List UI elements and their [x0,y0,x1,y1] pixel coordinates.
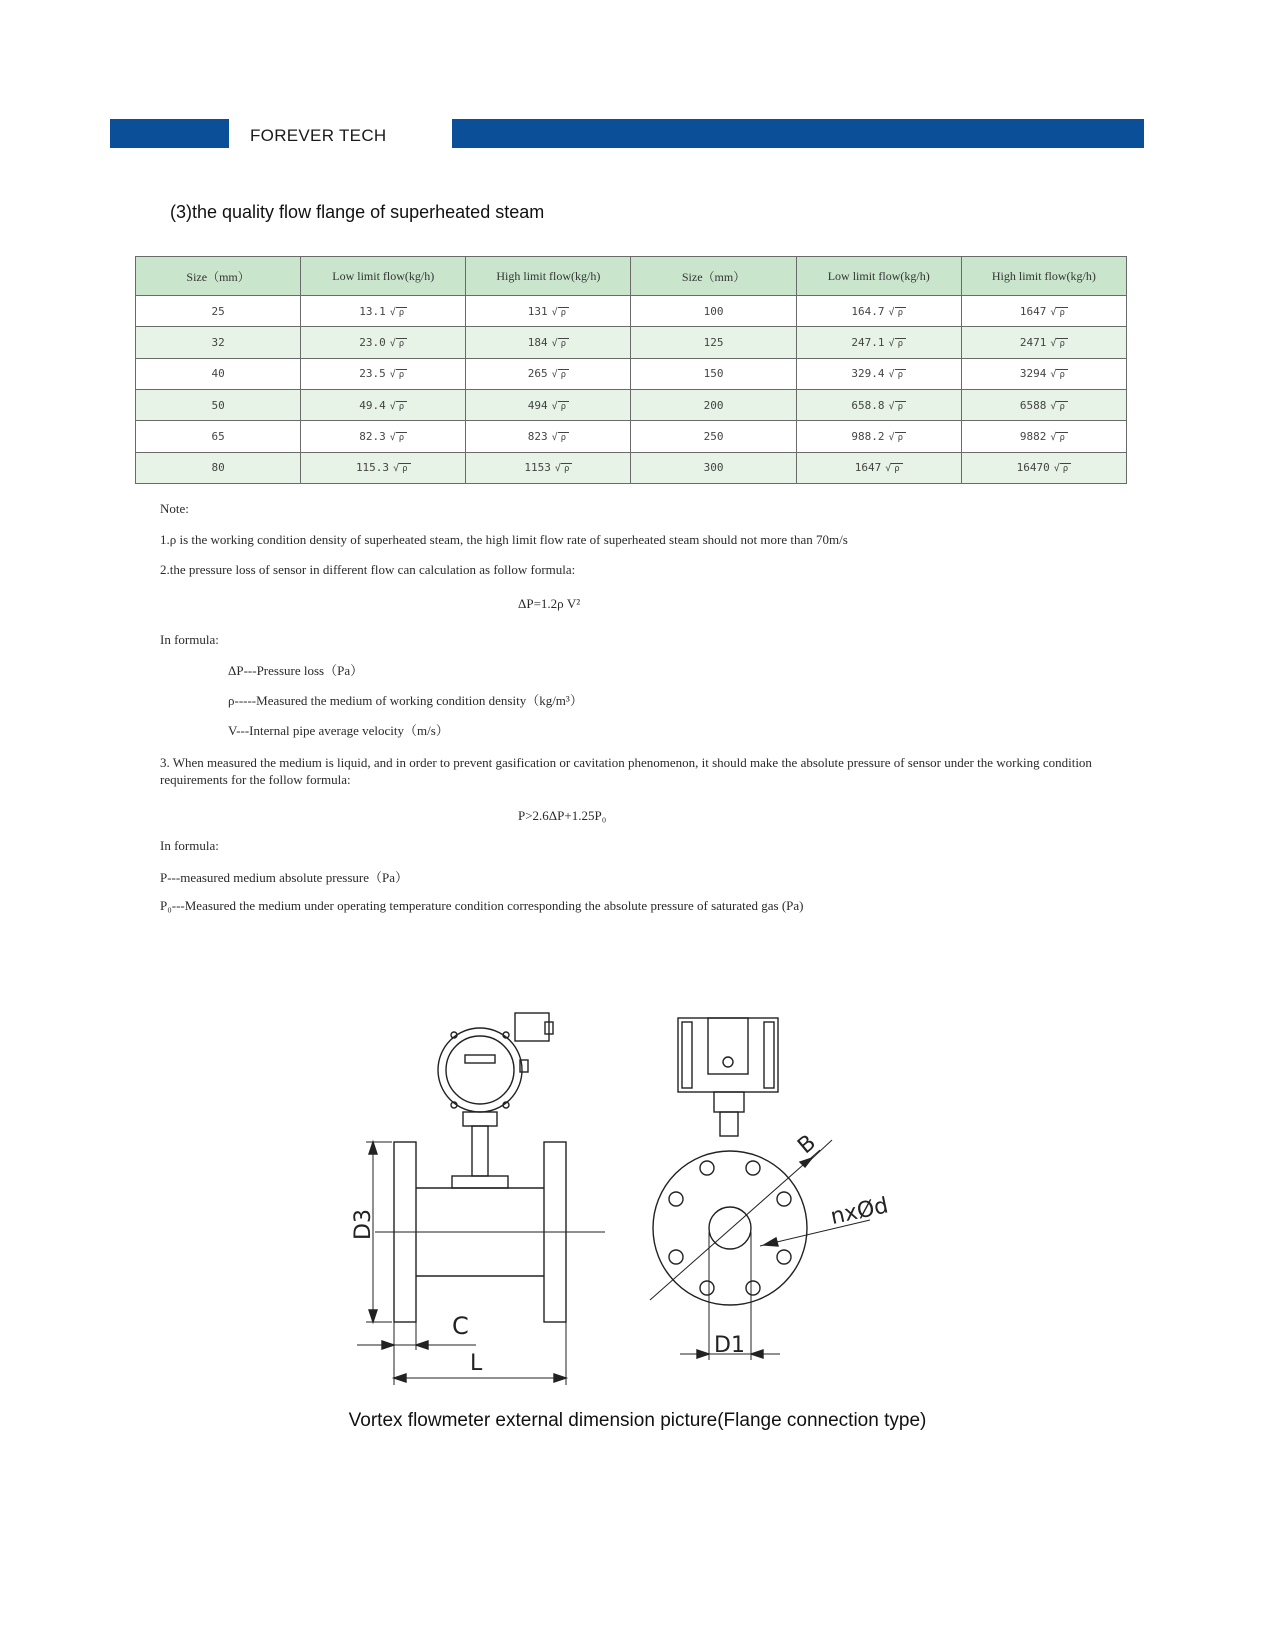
sqrt-argument: ρ [895,432,906,443]
sqrt-argument: ρ [895,401,906,412]
table-cell-high1 [466,452,631,483]
table-cell-low2 [796,452,961,483]
cell-value: 1153 [524,461,551,475]
definition-p: P---measured medium absolute pressure（Pa） [160,870,409,885]
header-low-limit-2: Low limit flow(kg/h) [796,257,961,296]
formula-pressure-loss: ΔP=1.2ρ V² [518,596,581,611]
sqrt-sign: √ [888,306,895,318]
sqrt-argument: ρ [396,307,407,318]
brand-name: FOREVER TECH [250,126,387,145]
cell-value: 32 [211,335,225,349]
label-d1: D1 [714,1333,745,1358]
sqrt-sign: √ [1050,337,1057,349]
sqrt-rho-symbol [889,432,906,443]
sqrt-argument: ρ [558,338,569,349]
sqrt-argument: ρ [558,307,569,318]
cell-value: 1647 [854,461,882,475]
sqrt-rho-symbol [1054,463,1071,474]
sqrt-rho-symbol [889,307,906,318]
sqrt-sign: √ [551,369,558,381]
sqrt-rho-symbol [552,432,569,443]
table-cell-low1 [301,327,466,358]
sqrt-rho-symbol [1050,338,1067,349]
sqrt-sign: √ [551,400,558,412]
sqrt-sign: √ [389,369,396,381]
table-cell-low1 [301,358,466,389]
table-row [136,327,1127,358]
sqrt-argument: ρ [895,307,906,318]
cell-value: 3294 [1019,367,1047,381]
cell-value: 265 [527,367,548,381]
cell-value: 494 [527,398,548,412]
sqrt-argument: ρ [891,463,902,474]
table-cell-size2 [631,296,796,327]
cell-value: 25 [211,304,225,318]
sqrt-rho-symbol [889,369,906,380]
definition-p0: P₀---Measured the medium under operating temperature condition corresponding the absolute pressure of saturated gas (Pa) [160,898,804,913]
sqrt-argument: ρ [1056,432,1067,443]
cell-value: 150 [703,367,724,381]
sqrt-rho-symbol [390,401,407,412]
figure-caption: Vortex flowmeter external dimension picture(Flange connection type) [348,1410,927,1431]
cell-value: 823 [527,429,548,443]
sqrt-rho-symbol [889,401,906,412]
sqrt-sign: √ [551,337,558,349]
table-row [136,389,1127,420]
sqrt-argument: ρ [558,432,569,443]
sqrt-sign: √ [551,431,558,443]
note-heading: Note: [160,501,189,516]
sqrt-rho-symbol [1050,432,1067,443]
sqrt-rho-symbol [555,463,572,474]
cell-value: 329.4 [851,367,885,381]
sqrt-sign: √ [1050,400,1057,412]
cell-value: 82.3 [359,429,386,443]
sqrt-argument: ρ [558,401,569,412]
header-low-limit-1: Low limit flow(kg/h) [301,257,466,296]
sqrt-rho-symbol [393,463,410,474]
sqrt-rho-symbol [552,369,569,380]
sqrt-rho-symbol [390,432,407,443]
table-row [136,421,1127,452]
sqrt-rho-symbol [889,338,906,349]
cell-value: 1647 [1019,304,1047,318]
sqrt-sign: √ [393,463,400,475]
header-band-right [452,119,1144,148]
sqrt-argument: ρ [1056,307,1067,318]
sqrt-sign: √ [1050,369,1057,381]
cell-value: 16470 [1016,461,1050,475]
sqrt-sign: √ [551,306,558,318]
sqrt-rho-symbol [885,463,902,474]
sqrt-rho-symbol [552,401,569,412]
table-cell-low1 [301,452,466,483]
table-row [136,452,1127,483]
table-cell-high2 [961,421,1126,452]
sqrt-argument: ρ [1060,463,1071,474]
sqrt-argument: ρ [396,401,407,412]
table-cell-high1 [466,421,631,452]
sqrt-argument: ρ [1056,401,1067,412]
cell-value: 40 [211,367,225,381]
cell-value: 115.3 [355,461,390,475]
table-row [136,358,1127,389]
header-high-limit-2: High limit flow(kg/h) [961,257,1126,296]
sqrt-argument: ρ [895,369,906,380]
sqrt-sign: √ [888,369,895,381]
cell-value: 658.8 [851,398,885,412]
cell-value: 23.5 [359,367,386,381]
table-cell-low2 [796,389,961,420]
sqrt-argument: ρ [396,369,407,380]
sqrt-sign: √ [1050,431,1057,443]
table-cell-high2 [961,389,1126,420]
cell-value: 9882 [1019,429,1047,443]
in-formula-label-1: In formula: [160,632,219,647]
label-b: B [793,1130,821,1160]
table-cell-size2 [631,358,796,389]
sqrt-rho-symbol [1050,401,1067,412]
definition-delta-p: ΔP---Pressure loss（Pa） [228,663,364,678]
table-cell-low2 [796,327,961,358]
end-view [650,1018,870,1360]
cell-value: 164.7 [851,304,885,318]
table-cell-high1 [466,327,631,358]
table-cell-low2 [796,358,961,389]
table-cell-low1 [301,296,466,327]
table-cell-low1 [301,389,466,420]
formula-absolute-pressure: P>2.6ΔP+1.25P₀ [518,808,607,823]
side-view [357,1013,605,1385]
sqrt-rho-symbol [390,338,407,349]
sqrt-sign: √ [389,337,396,349]
label-l: L [470,1351,483,1376]
section-title: (3)the quality flow flange of superheated steam [170,202,545,222]
sqrt-argument: ρ [895,338,906,349]
sqrt-sign: √ [888,400,895,412]
table-cell-low2 [796,296,961,327]
table-cell-high1 [466,296,631,327]
sqrt-rho-symbol [1050,369,1067,380]
table-cell-low1 [301,421,466,452]
sqrt-argument: ρ [396,432,407,443]
sqrt-sign: √ [885,463,892,475]
note-3: 3. When measured the medium is liquid, and in order to prevent gasification or cavitation phenomenon, it should make the absolute pressure of sensor under the working condition requirements for the follow formula: [160,755,1092,787]
sqrt-argument: ρ [1056,338,1067,349]
table-cell-size1 [136,421,301,452]
sqrt-sign: √ [554,463,561,475]
cell-value: 125 [703,335,724,349]
sqrt-argument: ρ [1056,369,1067,380]
in-formula-label-2: In formula: [160,838,219,853]
table-cell-high1 [466,358,631,389]
table-cell-size2 [631,327,796,358]
sqrt-sign: √ [1050,306,1057,318]
table-row [136,296,1127,327]
header-size-1: Size（mm） [136,257,301,296]
sqrt-sign: √ [389,306,396,318]
label-c: C [452,1312,469,1340]
sqrt-sign: √ [1053,463,1060,475]
table-cell-high2 [961,452,1126,483]
table-cell-size2 [631,421,796,452]
note-2: 2.the pressure loss of sensor in different flow can calculation as follow formula: [160,562,576,577]
header-band-left [110,119,229,148]
cell-value: 23.0 [359,335,386,349]
cell-value: 247.1 [851,335,885,349]
table-cell-high2 [961,296,1126,327]
sqrt-sign: √ [389,431,396,443]
table-cell-size1 [136,358,301,389]
table-header-row [136,257,1127,296]
cell-value: 65 [211,429,225,443]
definition-velocity: V---Internal pipe average velocity（m/s） [228,723,449,738]
sqrt-sign: √ [888,431,895,443]
sqrt-argument: ρ [561,463,572,474]
table-cell-size1 [136,327,301,358]
table-cell-size1 [136,452,301,483]
table-cell-size2 [631,452,796,483]
header-high-limit-1: High limit flow(kg/h) [466,257,631,296]
label-d3: D3 [351,1209,376,1240]
cell-value: 300 [703,461,724,475]
label-nxd: nxØd [828,1193,891,1230]
cell-value: 2471 [1019,335,1047,349]
table-cell-size1 [136,389,301,420]
sqrt-rho-symbol [552,338,569,349]
sqrt-sign: √ [888,337,895,349]
table-cell-high2 [961,358,1126,389]
sqrt-argument: ρ [558,369,569,380]
sqrt-rho-symbol [390,307,407,318]
cell-value: 988.2 [851,429,885,443]
note-1: 1.ρ is the working condition density of superheated steam, the high limit flow rate of superheated steam should not more than 70m/s [160,532,848,547]
header-size-2: Size（mm） [631,257,796,296]
cell-value: 100 [703,304,724,318]
flowmeter-dimension-drawing [0,1000,1275,1400]
table-cell-low2 [796,421,961,452]
cell-value: 184 [527,335,548,349]
sqrt-argument: ρ [396,338,407,349]
sqrt-rho-symbol [1050,307,1067,318]
cell-value: 13.1 [359,304,386,318]
cell-value: 6588 [1019,398,1047,412]
table-cell-high1 [466,389,631,420]
sqrt-rho-symbol [390,369,407,380]
cell-value: 50 [211,398,225,412]
table-cell-high2 [961,327,1126,358]
table-cell-size2 [631,389,796,420]
definition-rho: ρ-----Measured the medium of working condition density（kg/m³） [228,693,583,708]
sqrt-rho-symbol [552,307,569,318]
cell-value: 49.4 [359,398,386,412]
flow-table [135,256,1127,484]
sqrt-sign: √ [389,400,396,412]
cell-value: 200 [703,398,724,412]
sqrt-argument: ρ [399,463,410,474]
cell-value: 250 [703,429,724,443]
cell-value: 131 [527,304,548,318]
table-cell-size1 [136,296,301,327]
cell-value: 80 [211,461,225,475]
